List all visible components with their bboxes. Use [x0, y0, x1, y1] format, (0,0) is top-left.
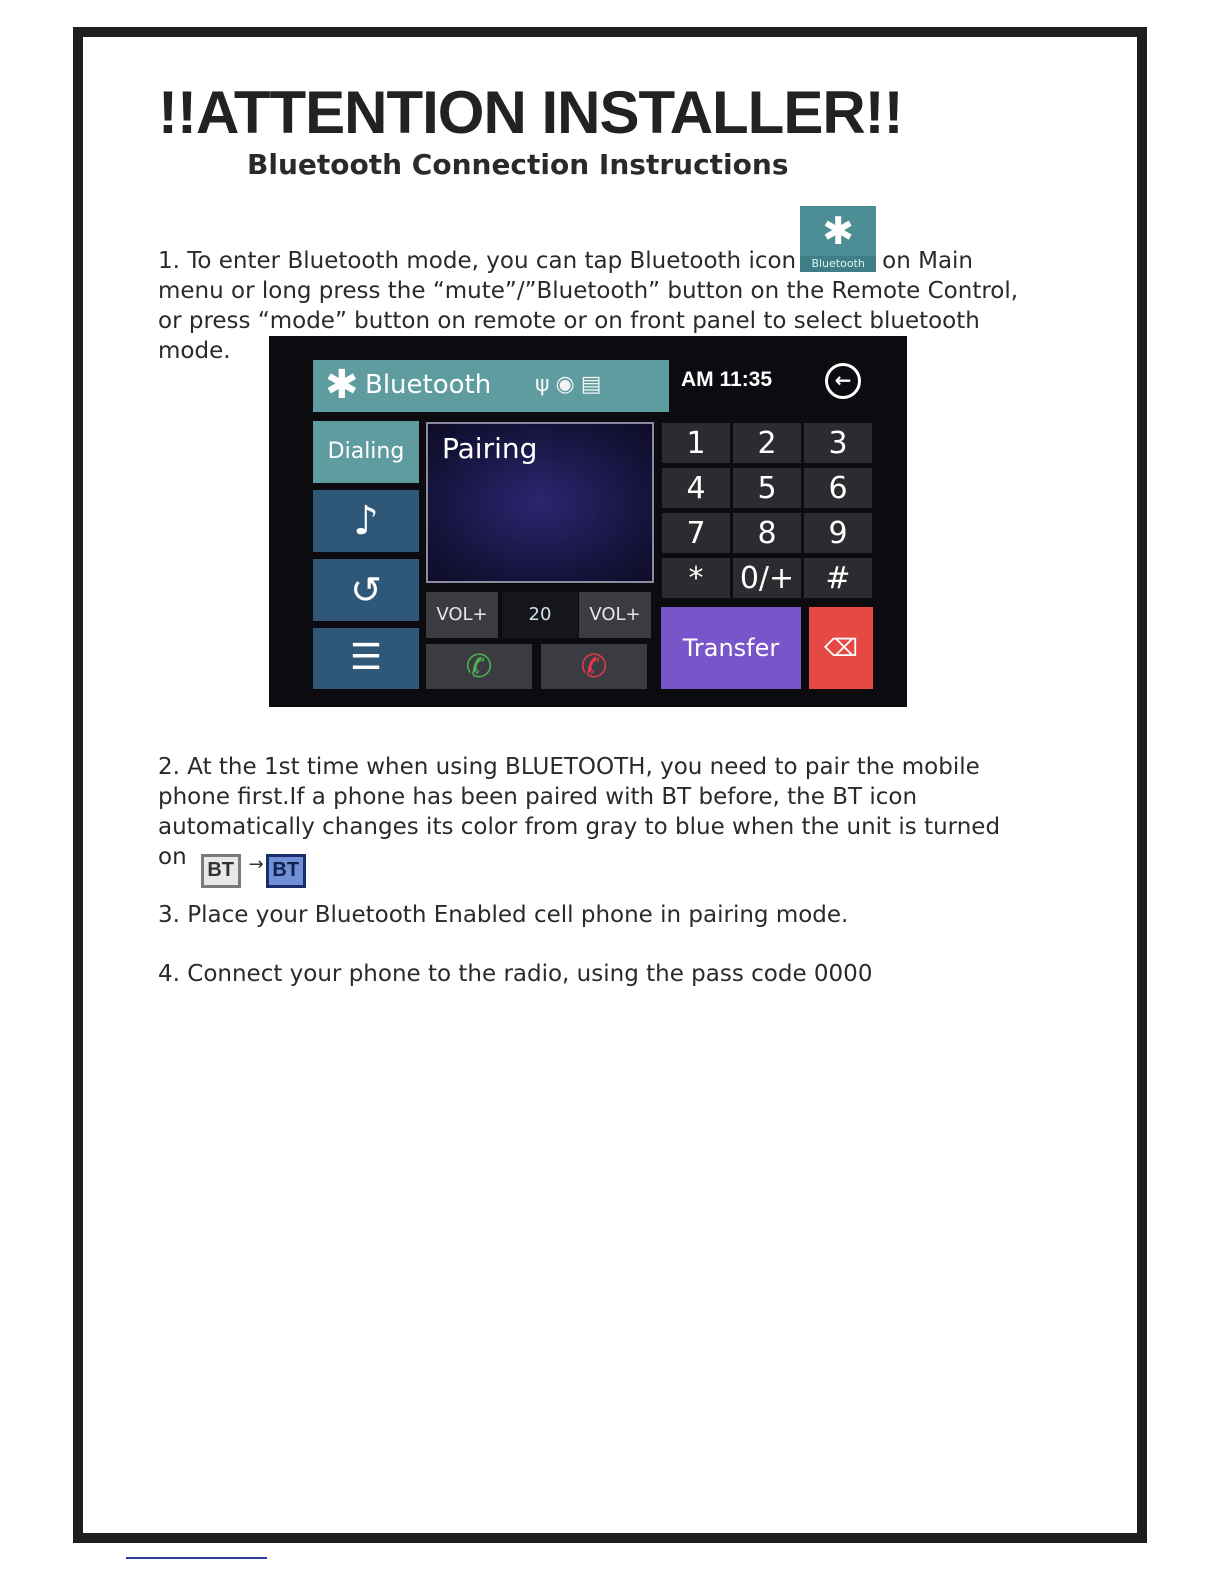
- step-1-text-a: 1. To enter Bluetooth mode, you can tap Bluetooth icon: [158, 248, 797, 274]
- arrow-right-icon: →: [248, 854, 264, 875]
- volume-value: 20: [502, 592, 578, 638]
- screen-header: [313, 360, 669, 412]
- keypad-key[interactable]: 8: [732, 512, 802, 554]
- recent-calls-icon: ↺: [350, 568, 382, 612]
- usb-icon: ψ: [535, 372, 556, 397]
- keypad-key[interactable]: 4: [661, 467, 731, 509]
- keypad-key[interactable]: *: [661, 557, 731, 599]
- bluetooth-menu-icon: [800, 206, 876, 272]
- sd-card-icon: ▤: [580, 372, 608, 397]
- call-end-icon: ✆: [580, 647, 608, 685]
- pairing-display: [426, 422, 654, 583]
- step-4: 4. Connect your phone to the radio, using the pass code 0000: [158, 961, 873, 987]
- screen-header-title: Bluetooth: [365, 370, 492, 400]
- call-accept-button[interactable]: [426, 644, 532, 689]
- keypad-key[interactable]: 5: [732, 467, 802, 509]
- bt-badge-blue: BT: [266, 854, 306, 888]
- keypad-key[interactable]: 2: [732, 422, 802, 464]
- music-note-icon: ♪: [353, 498, 379, 544]
- call-accept-icon: ✆: [465, 647, 493, 685]
- backspace-icon: ⌫: [824, 634, 858, 662]
- back-icon[interactable]: ←: [825, 363, 861, 399]
- pairing-label: Pairing: [442, 432, 538, 465]
- call-end-button[interactable]: [541, 644, 647, 689]
- transfer-button[interactable]: Transfer: [661, 607, 801, 689]
- bt-badge-gray: BT: [201, 854, 241, 888]
- clock: AM 11:35: [681, 368, 773, 391]
- contacts-list-button[interactable]: [313, 628, 419, 689]
- page-title: !!ATTENTION INSTALLER!!: [158, 79, 903, 146]
- bluetooth-icon-label: Bluetooth: [800, 256, 876, 272]
- head-unit-screen: [269, 336, 907, 707]
- volume-right-button[interactable]: VOL+: [579, 592, 651, 638]
- keypad-key[interactable]: 6: [803, 467, 873, 509]
- keypad-key[interactable]: #: [803, 557, 873, 599]
- step-1-text-b: on Main menu or long press the “mute”/”Bluetooth” button on the Remote Control, or press “mode” button on remote or on front panel to select bluetooth mode.: [158, 248, 1019, 364]
- step-3: 3. Place your Bluetooth Enabled cell phone in pairing mode.: [158, 902, 849, 928]
- dialing-button[interactable]: Dialing: [313, 421, 419, 483]
- disc-icon: ◉: [555, 372, 581, 397]
- footer-rule: [126, 1557, 267, 1559]
- step-2-text: 2. At the 1st time when using BLUETOOTH, you need to pair the mobile phone first.If a phone has been paired with BT before, the BT icon automatically changes its color from gray to blue when the unit is turned on: [158, 754, 1001, 870]
- recent-calls-button[interactable]: [313, 559, 419, 621]
- keypad-key[interactable]: 0/+: [732, 557, 802, 599]
- backspace-button[interactable]: [809, 607, 873, 689]
- volume-left-button[interactable]: VOL+: [426, 592, 498, 638]
- keypad-key[interactable]: 3: [803, 422, 873, 464]
- keypad-key[interactable]: 7: [661, 512, 731, 554]
- keypad-key[interactable]: 9: [803, 512, 873, 554]
- bluetooth-icon: ✱: [325, 362, 359, 408]
- bluetooth-icon: ✱: [822, 209, 855, 253]
- step-2: [158, 752, 1018, 888]
- page-subtitle: Bluetooth Connection Instructions: [247, 148, 789, 181]
- keypad-key[interactable]: 1: [661, 422, 731, 464]
- list-icon: ☰: [349, 637, 383, 678]
- music-button[interactable]: [313, 490, 419, 552]
